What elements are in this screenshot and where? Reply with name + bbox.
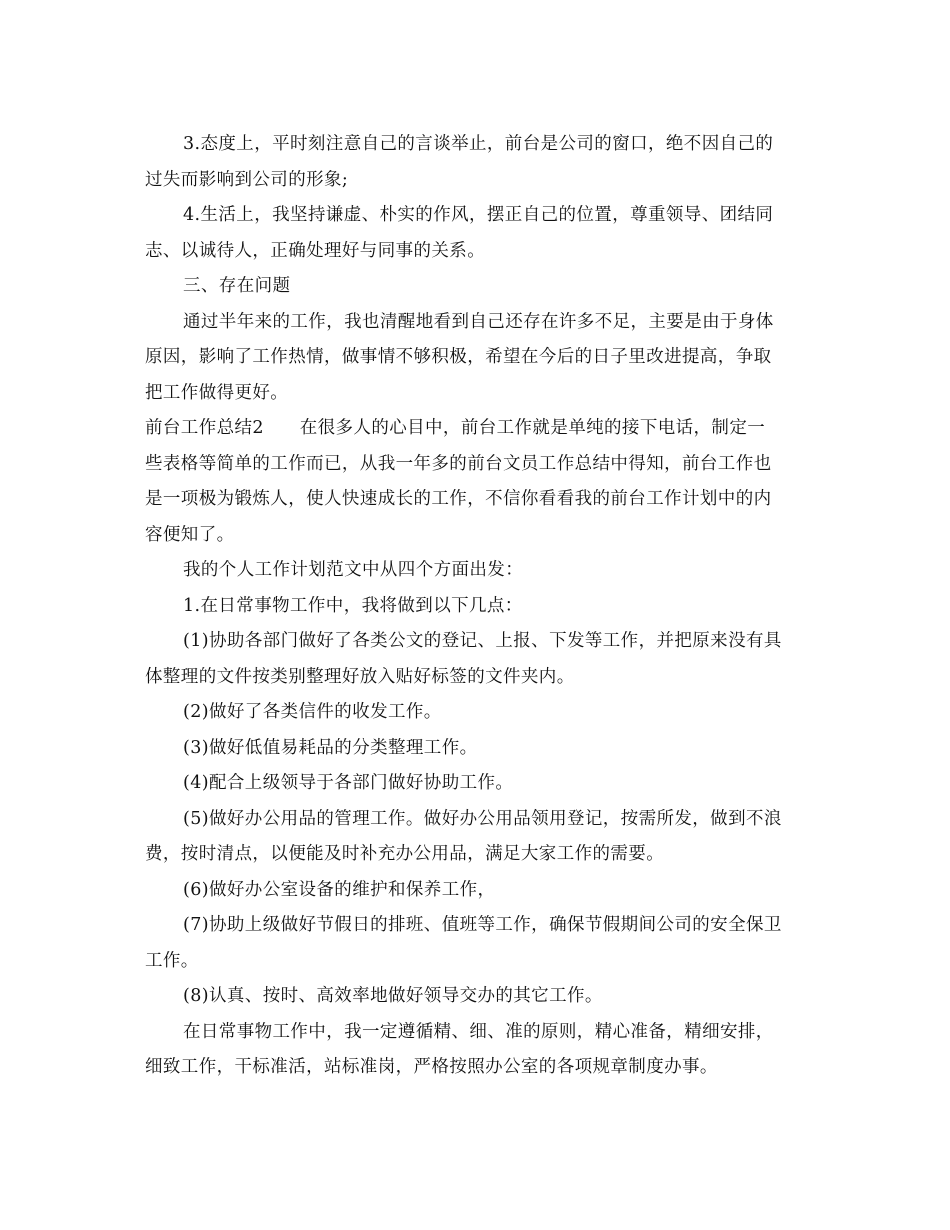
list-item-continuation: 费，按时清点，以便能及时补充办公用品，满足大家工作的需要。 <box>145 844 665 864</box>
list-item-continuation: 体整理的文件按类别整理好放入贴好标签的文件夹内。 <box>145 667 575 687</box>
list-item: (1)协助各部门做好了各类公文的登记、上报、下发等工作，并把原来没有具 <box>183 631 782 651</box>
paragraph-line: 通过半年来的工作，我也清醒地看到自己还存在许多不足，主要是由于身体 <box>183 312 774 332</box>
list-item: (3)做好低值易耗品的分类整理工作。 <box>183 738 478 758</box>
list-item: (2)做好了各类信件的收发工作。 <box>183 702 442 722</box>
paragraph-line: 把工作做得更好。 <box>145 383 289 403</box>
list-item: (6)做好办公室设备的维护和保养工作， <box>183 880 496 900</box>
paragraph-line: 志、以诚待人，正确处理好与同事的关系。 <box>145 241 486 261</box>
section-heading: 三、存在问题 <box>183 276 291 296</box>
paragraph-line: 在日常事物工作中，我一定遵循精、细、准的原则，精心准备，精细安排， <box>183 1022 774 1042</box>
paragraph-line: 我的个人工作计划范文中从四个方面出发： <box>183 560 524 580</box>
paragraph-line: 前台工作总结2 在很多人的心目中，前台工作就是单纯的接下电话，制定一 <box>145 418 766 438</box>
paragraph-line: 是一项极为锻炼人，使人快速成长的工作，不信你看看我的前台工作计划中的内 <box>145 489 772 509</box>
list-item: (5)做好办公用品的管理工作。做好办公用品领用登记，按需所发，做到不浪 <box>183 809 782 829</box>
paragraph-line: 4.生活上，我坚持谦虚、朴实的作风，摆正自己的位置，尊重领导、团结同 <box>183 205 774 225</box>
list-item-continuation: 工作。 <box>145 951 199 971</box>
list-item: (8)认真、按时、高效率地做好领导交办的其它工作。 <box>183 986 603 1006</box>
paragraph-line: 些表格等简单的工作而已，从我一年多的前台文员工作总结中得知，前台工作也 <box>145 454 772 474</box>
paragraph-line: 容便知了。 <box>145 525 235 545</box>
paragraph-line: 细致工作，干标准活，站标准岗，严格按照办公室的各项规章制度办事。 <box>145 1057 718 1077</box>
paragraph-line: 1.在日常事物工作中，我将做到以下几点： <box>183 596 523 616</box>
paragraph-line: 过失而影响到公司的形象; <box>145 170 349 190</box>
list-item: (7)协助上级做好节假日的排班、值班等工作，确保节假期间公司的安全保卫 <box>183 915 782 935</box>
paragraph-line: 3.态度上，平时刻注意自己的言谈举止，前台是公司的窗口，绝不因自己的 <box>183 134 774 154</box>
paragraph-line: 原因，影响了工作热情，做事情不够积极，希望在今后的日子里改进提高，争取 <box>145 347 772 367</box>
list-item: (4)配合上级领导于各部门做好协助工作。 <box>183 773 514 793</box>
